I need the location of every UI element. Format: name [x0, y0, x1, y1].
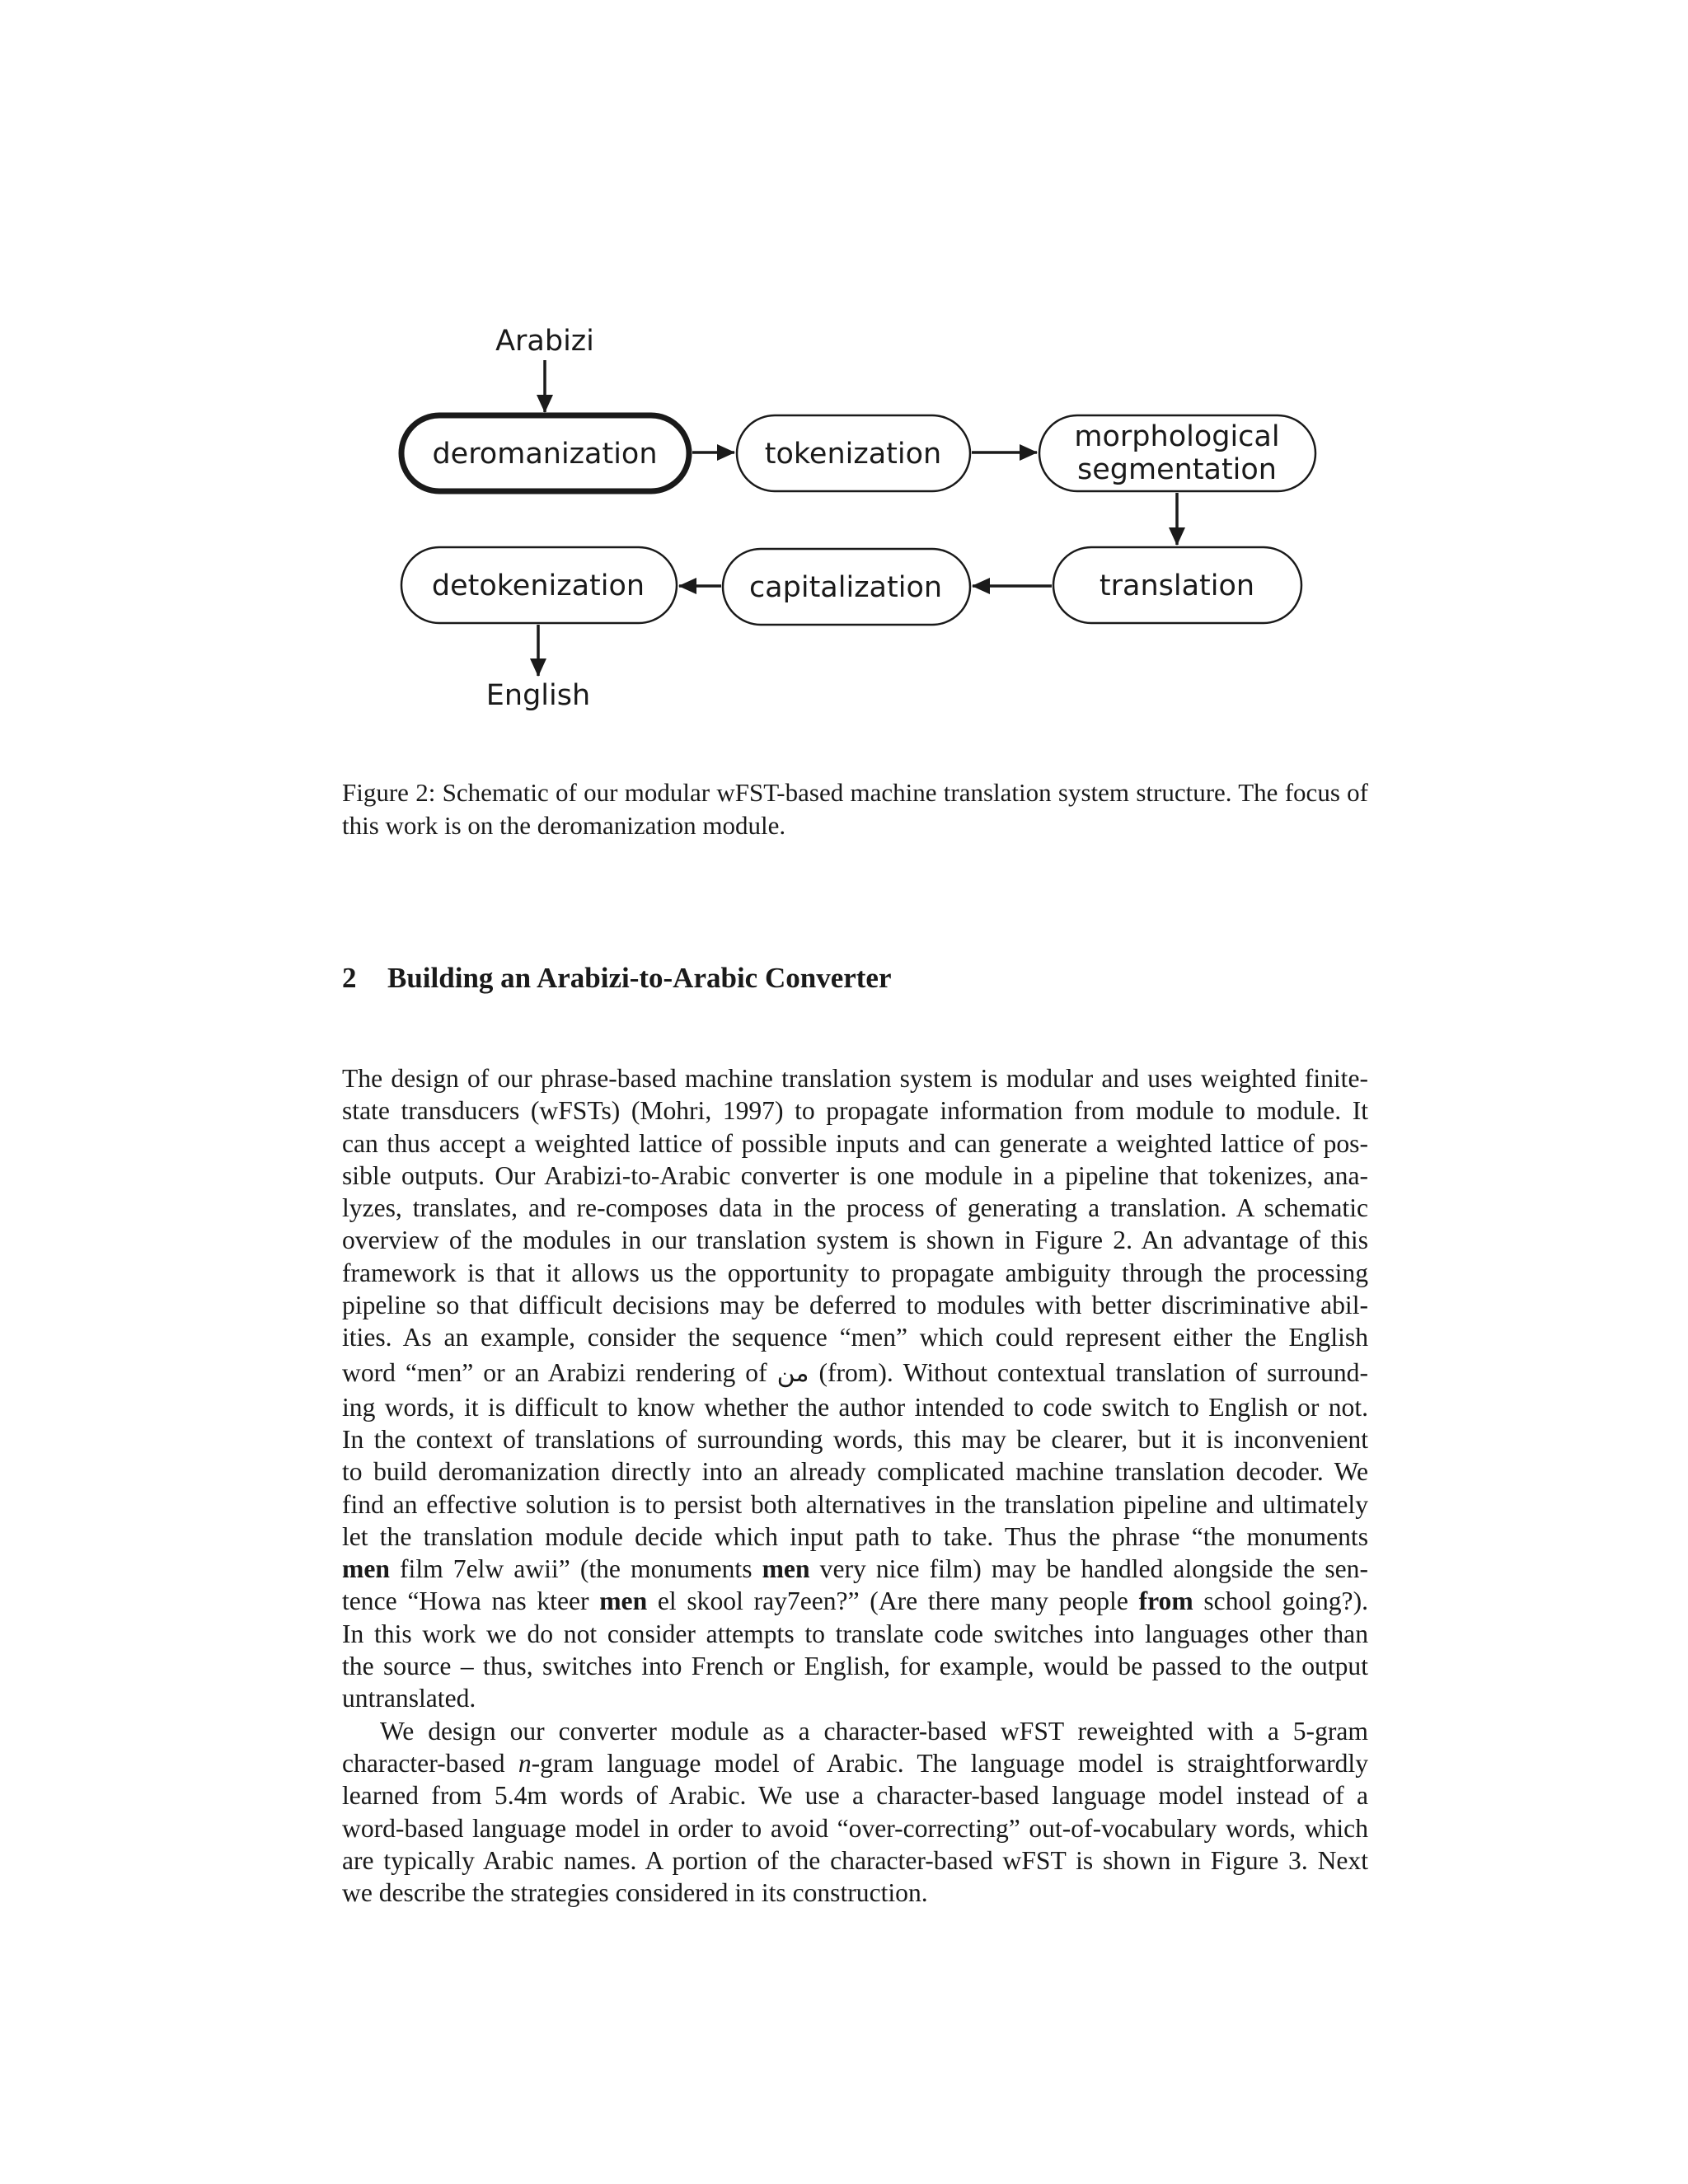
node-capitalization-label: capitalization: [748, 571, 943, 604]
body-text-fragment: el skool ray7een?” (Are there many people: [657, 1586, 1128, 1616]
body-line: untranslated.: [342, 1684, 476, 1713]
section-number: 2: [342, 962, 357, 994]
body-line: [342, 1585, 1368, 1617]
body-line: the source – thus, switches into French or English, for example, would be passed to the output: [342, 1652, 1368, 1681]
math-variable-n: n: [518, 1748, 532, 1778]
node-translation-label: translation: [1099, 569, 1255, 602]
input-label-arabizi: Arabizi: [495, 325, 594, 358]
bold-term: men: [342, 1554, 390, 1584]
body-line: In this work we do not consider attempts to translate code switches into languages other than: [342, 1619, 1368, 1648]
bold-term: from: [1138, 1586, 1193, 1616]
body-paragraphs: [342, 1062, 1368, 1909]
body-line: we describe the strategies considered in its construction.: [342, 1878, 928, 1908]
section-title: Building an Arabizi-to-Arabic Converter: [387, 962, 892, 994]
body-line: to build deromanization directly into an already complicated machine translation decoder. We: [342, 1457, 1368, 1487]
body-line: [342, 1553, 1368, 1585]
body-line: The design of our phrase-based machine translation system is modular and uses weighted finite-: [342, 1064, 1368, 1093]
body-line: lyzes, translates, and re-composes data in the process of generating a translation. A schematic: [342, 1193, 1368, 1223]
body-line: In the context of translations of surrounding words, this may be clearer, but it is inconvenient: [342, 1424, 1368, 1454]
body-line: ities. As an example, consider the sequence “men” which could represent either the English: [342, 1323, 1368, 1352]
body-line: state transducers (wFSTs) (Mohri, 1997) to propagate information from module to module. It: [342, 1096, 1368, 1126]
pipeline-diagram: [0, 0, 1688, 824]
node-deromanization-label: deromanization: [432, 438, 658, 471]
bold-term: men: [762, 1554, 810, 1584]
body-text-fragment: -gram language model of Arabic. The language model is straightforwardly: [531, 1748, 1368, 1778]
body-line: ing words, it is difficult to know whether the author intended to code switch to English or not.: [342, 1392, 1368, 1422]
body-line: sible outputs. Our Arabizi-to-Arabic converter is one module in a pipeline that tokenizes, ana-: [342, 1160, 1368, 1190]
body-text-fragment: (from). Without contextual translation of surround-: [818, 1357, 1369, 1387]
body-text-fragment: film 7elw awii” (the monuments: [400, 1554, 753, 1584]
body-text-fragment: word “men” or an Arabizi rendering of: [342, 1357, 767, 1387]
pipeline-figure: [0, 0, 1688, 824]
body-line: learned from 5.4m words of Arabic. We use a character-based language model instead of a: [342, 1781, 1368, 1811]
node-detokenization-label: detokenization: [431, 569, 645, 602]
node-morph-label-line1: morphological: [1074, 420, 1280, 453]
body-line: pipeline so that difficult decisions may be deferred to modules with better discriminative abil-: [342, 1291, 1368, 1320]
body-line: can thus accept a weighted lattice of possible inputs and can generate a weighted lattice of pos-: [342, 1128, 1368, 1158]
body-line: are typically Arabic names. A portion of the character-based wFST is shown in Figure 3. Next: [342, 1845, 1368, 1875]
body-text-fragment: very nice film) may be handled alongside the sen-: [819, 1554, 1368, 1584]
body-text-fragment: character-based: [342, 1748, 505, 1778]
body-line: We design our converter module as a character-based wFST reweighted with a 5-gram: [380, 1716, 1368, 1746]
node-tokenization-label: tokenization: [764, 438, 942, 471]
body-line: [342, 1747, 1368, 1779]
body-text-fragment: school going?).: [1203, 1586, 1368, 1616]
body-text-fragment: tence “Howa nas kteer: [342, 1586, 589, 1616]
output-label-english: English: [485, 679, 591, 712]
body-line: find an effective solution is to persist both alternatives in the translation pipeline and ultimately: [342, 1489, 1368, 1519]
body-line: overview of the modules in our translation system is shown in Figure 2. An advantage of this: [342, 1226, 1368, 1255]
body-line: word-based language model in order to avoid “over-correcting” out-of-vocabulary words, which: [342, 1813, 1368, 1843]
figure-caption: Figure 2: Schematic of our modular wFST-based machine translation system structure. The focus of this work is on the deromanization module.: [342, 778, 1368, 840]
body-line: [342, 1354, 1368, 1391]
bold-term: men: [599, 1586, 648, 1616]
node-morph-label-line2: segmentation: [1076, 453, 1278, 486]
section-heading: [342, 960, 1368, 996]
body-line: framework is that it allows us the opportunity to propagate ambiguity through the processing: [342, 1258, 1368, 1287]
arabic-word-min: من: [776, 1358, 809, 1388]
body-line: let the translation module decide which input path to take. Thus the phrase “the monuments: [342, 1521, 1368, 1551]
